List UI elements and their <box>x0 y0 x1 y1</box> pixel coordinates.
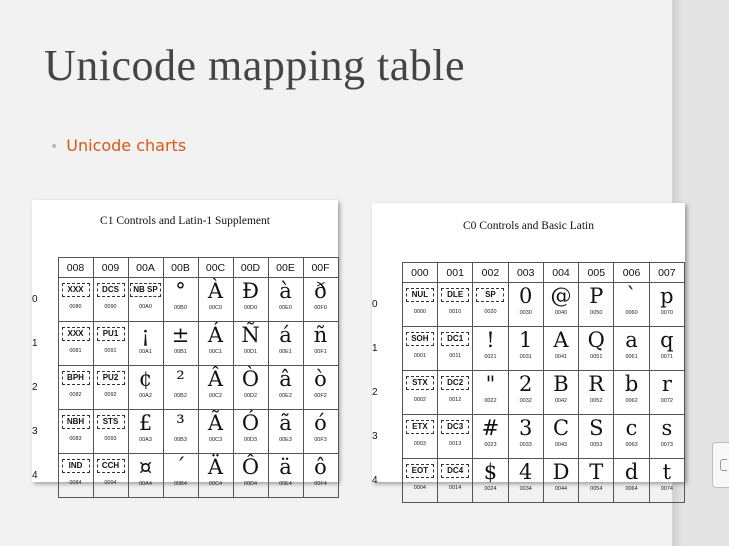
char-glyph: ` <box>626 284 637 308</box>
row-label: 3 <box>32 426 38 437</box>
code-point: 0023 <box>484 442 497 448</box>
char-glyph: R <box>588 372 605 396</box>
char-cell <box>58 410 93 454</box>
code-point: 0054 <box>590 486 603 492</box>
column-header: 00C <box>198 258 233 278</box>
char-cell <box>543 459 578 503</box>
column-header: 00D <box>233 258 268 278</box>
char-glyph: À <box>207 279 224 303</box>
code-point: 0042 <box>554 398 568 404</box>
code-point: 0043 <box>554 442 568 448</box>
slide-title: Unicode mapping table <box>44 41 466 90</box>
code-point: 0022 <box>484 398 497 404</box>
code-point: 0024 <box>484 486 497 492</box>
corner-cell <box>32 258 58 278</box>
char-cell <box>473 415 508 459</box>
char-glyph: Ã <box>207 411 224 435</box>
row-label: 3 <box>372 431 378 442</box>
char-cell <box>198 366 233 410</box>
char-cell <box>473 371 508 415</box>
char-glyph: 2 <box>519 372 533 396</box>
char-glyph: ¤ <box>138 455 153 479</box>
code-point: 00D0 <box>243 305 258 311</box>
row-label: 2 <box>32 382 38 393</box>
char-cell <box>303 454 338 498</box>
code-point: 0051 <box>590 354 603 360</box>
table-row <box>32 366 338 410</box>
code-point: 0072 <box>660 398 673 404</box>
char-glyph: Â <box>207 367 224 391</box>
code-point: 00B2 <box>174 393 187 399</box>
char-cell <box>128 454 163 498</box>
row-label: 2 <box>372 387 378 398</box>
column-header: 002 <box>473 263 508 283</box>
code-point: 0083 <box>69 436 82 442</box>
control-abbrev: DC4 <box>441 464 469 478</box>
header-row <box>32 258 338 278</box>
char-cell <box>303 278 338 322</box>
char-glyph: ð <box>314 279 327 303</box>
control-abbrev: PU2 <box>97 371 125 385</box>
table-row <box>32 278 338 322</box>
slide-tab <box>712 442 729 488</box>
char-glyph: ° <box>175 279 186 303</box>
char-glyph: à <box>279 279 292 303</box>
row-label: 4 <box>32 470 38 481</box>
column-header: 008 <box>58 258 93 278</box>
char-glyph: A <box>553 328 569 352</box>
code-point: 00D3 <box>243 437 258 443</box>
char-cell <box>233 410 268 454</box>
char-glyph: ò <box>314 367 327 391</box>
char-cell <box>543 283 578 327</box>
char-cell <box>543 327 578 371</box>
control-abbrev: XXX <box>62 283 90 297</box>
char-cell <box>473 283 508 327</box>
char-cell <box>649 327 684 371</box>
char-glyph: Ð <box>242 279 259 303</box>
row-label: 1 <box>32 338 38 349</box>
control-abbrev: DCS <box>97 283 125 297</box>
code-point: 0064 <box>625 486 638 492</box>
code-point: 0033 <box>519 442 532 448</box>
column-header: 00A <box>128 258 163 278</box>
code-point: 0032 <box>519 398 532 404</box>
char-glyph: C <box>552 416 570 440</box>
char-cell <box>163 278 198 322</box>
code-point: 00A0 <box>139 304 152 310</box>
code-point: 0041 <box>554 354 568 360</box>
char-cell <box>508 283 543 327</box>
char-glyph: ³ <box>176 411 185 435</box>
code-point: 00D1 <box>243 349 258 355</box>
char-glyph: S <box>589 416 604 440</box>
char-cell <box>402 327 437 371</box>
code-point: 0091 <box>104 348 117 354</box>
char-cell <box>58 454 93 498</box>
code-point: 0074 <box>660 486 673 492</box>
code-point: 00F0 <box>314 305 327 311</box>
code-point: 0080 <box>69 304 82 310</box>
code-point: 0060 <box>625 310 638 316</box>
char-cell <box>438 371 473 415</box>
char-glyph: ´ <box>175 455 186 479</box>
char-cell <box>268 454 303 498</box>
char-glyph: á <box>279 323 292 347</box>
char-cell <box>543 415 578 459</box>
char-glyph: q <box>660 328 674 352</box>
code-point: 00C2 <box>208 393 223 399</box>
column-header: 009 <box>93 258 128 278</box>
bullet-dot-icon: • <box>50 139 59 155</box>
char-cell <box>198 410 233 454</box>
char-glyph: T <box>589 460 604 484</box>
char-cell <box>163 366 198 410</box>
code-point: 0073 <box>660 442 673 448</box>
code-point: 0000 <box>413 309 426 315</box>
char-glyph: 1 <box>519 328 533 352</box>
char-glyph: $ <box>483 460 498 484</box>
char-glyph: Ä <box>207 455 224 479</box>
code-point: 0050 <box>590 310 603 316</box>
char-glyph: Ô <box>241 455 260 479</box>
char-cell <box>614 371 649 415</box>
chart-title: C0 Controls and Basic Latin <box>463 220 594 232</box>
char-cell <box>508 371 543 415</box>
bullet-text: Unicode charts <box>66 136 187 155</box>
column-header: 003 <box>508 263 543 283</box>
char-cell <box>93 366 128 410</box>
code-point: 0053 <box>590 442 603 448</box>
control-abbrev: DLE <box>441 288 469 302</box>
code-point: 0062 <box>625 398 638 404</box>
code-point: 0031 <box>519 354 532 360</box>
code-point: 0014 <box>449 485 462 491</box>
code-point: 0030 <box>519 310 532 316</box>
control-abbrev: STS <box>97 415 125 429</box>
control-abbrev: DC3 <box>441 420 469 434</box>
char-cell <box>198 322 233 366</box>
code-point: 00D4 <box>243 481 258 487</box>
code-point: 00A2 <box>139 393 152 399</box>
row-label: 4 <box>372 475 378 486</box>
char-glyph: t <box>662 460 672 484</box>
control-abbrev: EOT <box>406 464 434 478</box>
char-cell <box>649 415 684 459</box>
table-row <box>372 283 685 327</box>
code-point: 00C3 <box>208 437 223 443</box>
column-header: 00E <box>268 258 303 278</box>
char-glyph: ó <box>314 411 327 435</box>
char-cell <box>508 415 543 459</box>
code-point: 00E3 <box>279 437 292 443</box>
char-cell <box>128 366 163 410</box>
column-header: 00F <box>303 258 338 278</box>
table-row <box>372 371 685 415</box>
code-point: 00F3 <box>314 437 327 443</box>
char-glyph: 0 <box>519 284 533 308</box>
code-point: 0013 <box>449 441 462 447</box>
char-glyph: a <box>625 328 638 352</box>
code-point: 0001 <box>413 353 426 359</box>
char-glyph: Ñ <box>241 323 260 347</box>
code-point: 0012 <box>449 397 462 403</box>
char-glyph: P <box>589 284 604 308</box>
code-point: 00B4 <box>174 481 187 487</box>
row-label: 0 <box>32 294 38 305</box>
char-glyph: ² <box>176 367 185 391</box>
char-cell <box>268 410 303 454</box>
char-glyph: ! <box>486 328 495 352</box>
char-glyph: 4 <box>519 460 533 484</box>
char-glyph: B <box>553 372 569 396</box>
char-cell <box>579 283 614 327</box>
char-cell <box>614 327 649 371</box>
table-row <box>372 415 685 459</box>
char-glyph: # <box>481 416 500 440</box>
code-point: 0090 <box>104 304 117 310</box>
control-abbrev: NUL <box>406 288 434 302</box>
char-cell <box>198 454 233 498</box>
control-abbrev: DC2 <box>441 376 469 390</box>
code-point: 00B1 <box>174 349 187 355</box>
char-cell <box>402 459 437 503</box>
chart-c1-latin1 <box>32 200 338 487</box>
char-glyph: D <box>552 460 570 484</box>
char-glyph: d <box>624 460 639 484</box>
char-cell <box>649 283 684 327</box>
char-cell <box>303 366 338 410</box>
char-cell <box>128 278 163 322</box>
code-point: 0071 <box>660 354 673 360</box>
char-cell <box>128 410 163 454</box>
row-label: 1 <box>372 343 378 354</box>
char-cell <box>402 371 437 415</box>
code-point: 0002 <box>413 397 426 403</box>
code-point: 0004 <box>413 485 426 491</box>
code-point: 0020 <box>484 309 497 315</box>
column-header: 00B <box>163 258 198 278</box>
char-glyph: £ <box>138 411 153 435</box>
char-cell <box>614 283 649 327</box>
char-cell <box>233 366 268 410</box>
char-cell <box>579 371 614 415</box>
control-abbrev: CCH <box>97 459 125 473</box>
slide-tab-nub <box>720 459 727 471</box>
char-cell <box>128 322 163 366</box>
char-cell <box>649 459 684 503</box>
code-table <box>372 262 685 503</box>
code-point: 00D2 <box>243 393 258 399</box>
char-cell <box>303 410 338 454</box>
control-abbrev: NBH <box>62 415 90 429</box>
column-header: 006 <box>614 263 649 283</box>
char-cell <box>579 415 614 459</box>
control-abbrev: BPH <box>62 371 90 385</box>
char-cell <box>233 322 268 366</box>
char-cell <box>93 278 128 322</box>
column-header: 001 <box>438 263 473 283</box>
code-point: 0034 <box>519 486 532 492</box>
code-point: 0094 <box>104 480 117 486</box>
char-glyph: ¡ <box>141 323 150 347</box>
char-cell <box>268 366 303 410</box>
control-abbrev: SOH <box>406 332 434 346</box>
char-cell <box>614 415 649 459</box>
control-abbrev: SP <box>476 288 504 302</box>
char-cell <box>268 322 303 366</box>
code-point: 0003 <box>413 441 426 447</box>
control-abbrev: XXX <box>62 327 90 341</box>
char-glyph: s <box>661 416 673 440</box>
char-cell <box>438 459 473 503</box>
char-glyph: p <box>660 284 674 308</box>
code-table <box>32 257 339 498</box>
char-cell <box>473 459 508 503</box>
table-row <box>32 410 338 454</box>
column-header: 000 <box>402 263 437 283</box>
char-cell <box>402 283 437 327</box>
char-cell <box>198 278 233 322</box>
code-point: 0044 <box>554 486 568 492</box>
table-row <box>32 454 338 498</box>
code-point: 00A4 <box>139 481 152 487</box>
char-cell <box>58 366 93 410</box>
code-point: 0052 <box>590 398 603 404</box>
code-point: 00C1 <box>208 349 223 355</box>
chart-title: C1 Controls and Latin-1 Supplement <box>100 215 270 227</box>
code-point: 00E2 <box>279 393 292 399</box>
char-cell <box>543 371 578 415</box>
char-cell <box>93 322 128 366</box>
char-glyph: ô <box>314 455 327 479</box>
control-abbrev: ETX <box>406 420 434 434</box>
char-cell <box>233 278 268 322</box>
bullet-item <box>50 136 186 155</box>
code-point: 0063 <box>625 442 638 448</box>
char-glyph: ä <box>279 455 292 479</box>
code-point: 00A3 <box>139 437 152 443</box>
char-cell <box>93 410 128 454</box>
code-point: 00B0 <box>174 305 187 311</box>
control-abbrev: DC1 <box>441 332 469 346</box>
char-glyph: Q <box>587 328 605 352</box>
code-point: 00E0 <box>279 305 292 311</box>
char-cell <box>58 278 93 322</box>
char-cell <box>268 278 303 322</box>
code-point: 0040 <box>554 310 568 316</box>
code-point: 0011 <box>449 353 462 359</box>
char-glyph: ¢ <box>138 367 153 391</box>
char-cell <box>473 327 508 371</box>
char-cell <box>233 454 268 498</box>
chart-c0-basic-latin <box>372 203 685 492</box>
code-point: 00E1 <box>279 349 292 355</box>
column-header: 005 <box>579 263 614 283</box>
char-glyph: " <box>485 372 496 396</box>
control-abbrev: IND <box>62 459 90 473</box>
code-point: 0082 <box>69 392 82 398</box>
code-point: 0084 <box>69 480 82 486</box>
char-glyph: ± <box>171 323 190 347</box>
control-abbrev: STX <box>406 376 434 390</box>
char-glyph: ã <box>279 411 292 435</box>
char-cell <box>508 327 543 371</box>
code-point: 00B3 <box>174 437 187 443</box>
code-point: 00C0 <box>208 305 223 311</box>
code-point: 00F2 <box>314 393 327 399</box>
char-glyph: ñ <box>313 323 328 347</box>
char-cell <box>614 459 649 503</box>
column-header: 007 <box>649 263 684 283</box>
char-cell <box>579 327 614 371</box>
char-glyph: b <box>624 372 639 396</box>
code-point: 00F1 <box>314 349 327 355</box>
code-point: 0092 <box>104 392 117 398</box>
char-glyph: Ò <box>241 367 260 391</box>
char-cell <box>93 454 128 498</box>
code-point: 0061 <box>625 354 638 360</box>
char-cell <box>508 459 543 503</box>
char-glyph: r <box>661 372 672 396</box>
char-glyph: c <box>625 416 638 440</box>
char-cell <box>163 454 198 498</box>
char-glyph: 3 <box>519 416 533 440</box>
char-cell <box>58 322 93 366</box>
table-row <box>372 327 685 371</box>
char-cell <box>438 327 473 371</box>
code-point: 0010 <box>449 309 462 315</box>
column-header: 004 <box>543 263 578 283</box>
header-row <box>372 263 685 283</box>
char-cell <box>303 322 338 366</box>
code-point: 0070 <box>660 310 673 316</box>
char-cell <box>438 283 473 327</box>
code-point: 00C4 <box>208 481 223 487</box>
char-cell <box>438 415 473 459</box>
control-abbrev: PU1 <box>97 327 125 341</box>
code-point: 00F4 <box>314 481 327 487</box>
char-cell <box>649 371 684 415</box>
code-point: 0093 <box>104 436 117 442</box>
table-row <box>372 459 685 503</box>
code-point: 0021 <box>484 354 497 360</box>
char-glyph: Ó <box>241 411 260 435</box>
char-cell <box>163 410 198 454</box>
row-label: 0 <box>372 299 378 310</box>
char-glyph: Á <box>207 323 224 347</box>
corner-cell <box>372 263 402 283</box>
char-glyph: @ <box>550 284 572 308</box>
code-point: 00A1 <box>139 349 152 355</box>
char-glyph: â <box>279 367 292 391</box>
char-cell <box>402 415 437 459</box>
char-cell <box>163 322 198 366</box>
char-cell <box>579 459 614 503</box>
control-abbrev: NB SP <box>130 283 160 297</box>
table-row <box>32 322 338 366</box>
code-point: 00E4 <box>279 481 292 487</box>
code-point: 0081 <box>69 348 82 354</box>
